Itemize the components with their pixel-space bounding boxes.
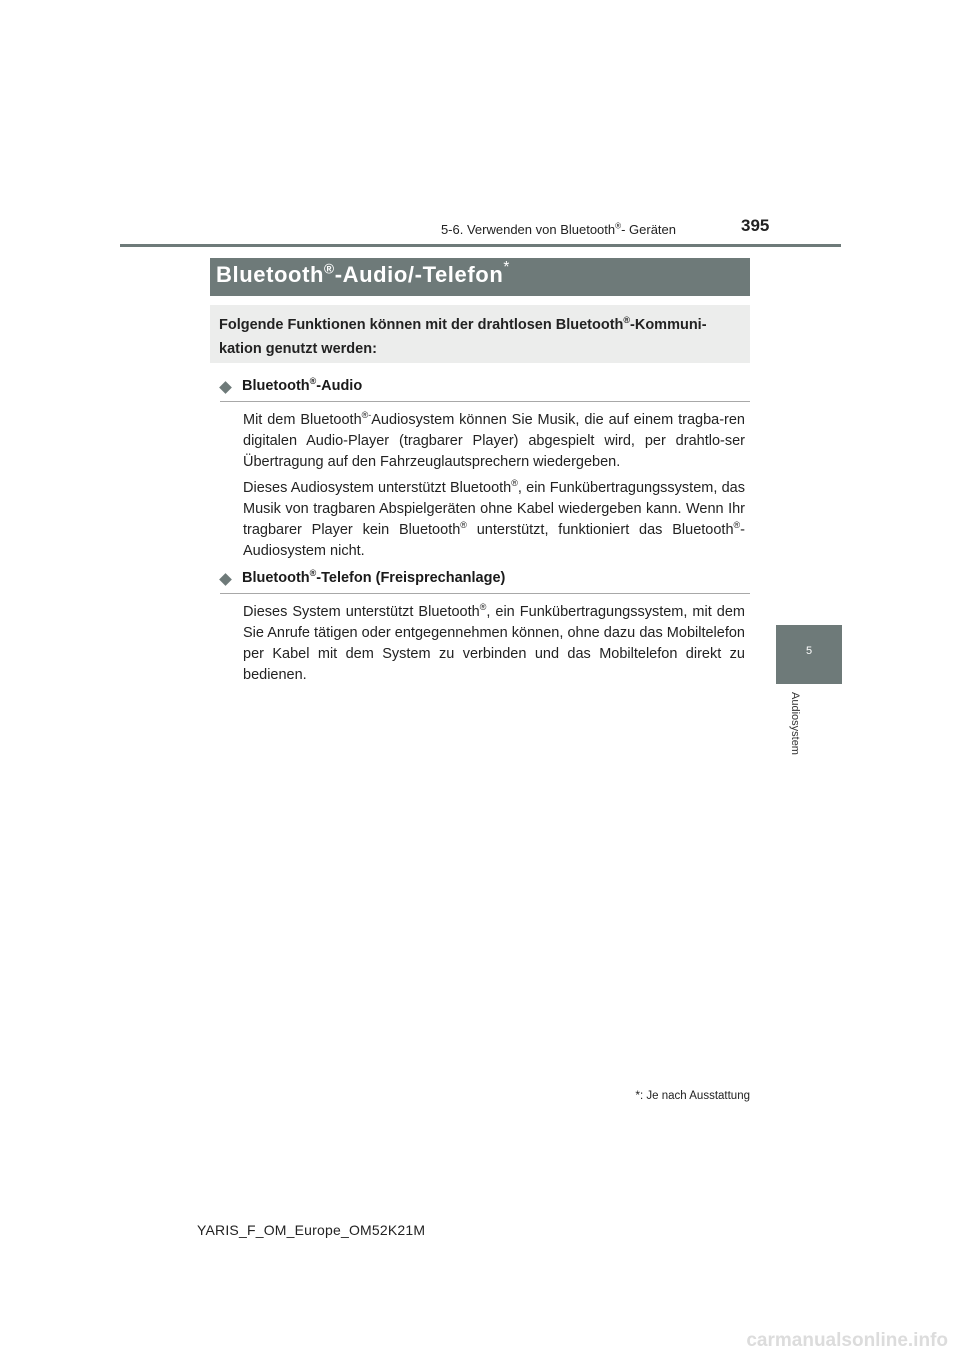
phone-paragraph: Dieses System unterstützt Bluetooth®, ein Funkübertragungssystem, mit dem Sie Anrufe tätigen oder entgegennehmen können, ohne dazu das Mobiltelefon per Kabel mit dem System zu verbinden und das Mobiltelefon direkt zu bedienen. [243, 602, 745, 683]
phone-heading: Bluetooth®-Telefon (Freisprechanlage) [220, 569, 750, 594]
document-id: YARIS_F_OM_Europe_OM52K21M [197, 1222, 426, 1238]
audio-paragraph-2: Dieses Audiosystem unterstützt Bluetooth®, ein Funkübertragungssystem, das Musik von tragbaren Abspielgeräten ohne Kabel wiedergeben kann. Wenn Ihr tragbarer Player kein Bluetooth® unterstützt, funktioniert das Bluetooth®-Audiosystem nicht. [243, 478, 745, 559]
header-rule [120, 244, 841, 247]
chapter-label: Audiosystem [789, 692, 801, 755]
asterisk-icon: * [635, 1088, 641, 1102]
audio-heading: Bluetooth®-Audio [220, 377, 750, 402]
section-title-bar [210, 258, 750, 296]
watermark: carmanualsonline.info [746, 1330, 948, 1351]
page-number: 395 [741, 216, 770, 235]
chapter-tab: 5 [776, 625, 842, 684]
footnote: *: Je nach Ausstattung [635, 1088, 750, 1102]
intro-box [210, 305, 750, 363]
running-header: 5-6. Verwenden von Bluetooth®- Geräten [440, 221, 676, 237]
asterisk-icon: * [503, 258, 510, 276]
intro-text: Folgende Funktionen können mit der drahtlosen Bluetooth®-Kommuni-kation genutzt werden: [219, 315, 707, 357]
diamond-bullet-icon [219, 573, 232, 586]
audio-paragraph-1: Mit dem Bluetooth®-Audiosystem können Sie Musik, die auf einem tragba-ren digitalen Audio-Player (tragbarer Player) abgespielt wird, per drahtlo-ser Übertragung auf den Fahrzeuglautsprechern wiedergeben. [243, 410, 745, 470]
section-title: Bluetooth®-Audio/-Telefon* [216, 258, 510, 287]
diamond-bullet-icon [219, 381, 232, 394]
